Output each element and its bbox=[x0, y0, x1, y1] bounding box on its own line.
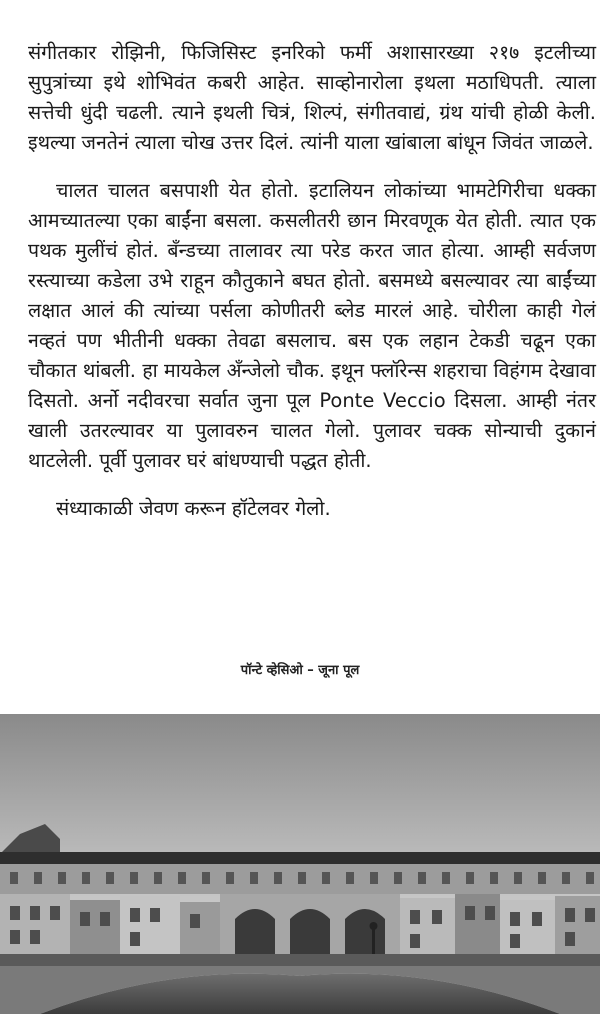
body-text bbox=[28, 38, 596, 524]
bridge-photo bbox=[0, 714, 600, 1014]
photo-caption: पॉन्टे व्हेसिओ – जूना पूल bbox=[240, 663, 360, 678]
paragraph: चालत चालत बसपाशी येत होतो. इटालियन लोकांच्या भामटेगिरीचा धक्का आमच्यातल्या एका बाईंना बसला. कसलीतरी छान मिरवणूक येत होती. त्यात एक पथक मुलींचं होतं. बँन्डच्या तालावर त्या परेड करत जात होत्या. आम्ही सर्वजण रस्त्याच्या कडेला उभे राहून कौतुकाने बघत होतो. बसमध्ये बसल्यावर त्या बाईंच्या लक्षात आलं की त्यांच्या पर्सला कोणीतरी ब्लेड मारलं आहे. चोरीला काही गेलं नव्हतं पण भीतीनी धक्का तेवढा बसलाच. बस एक लहान टेकडी चढून एका चौकात थांबली. हा मायकेल अँन्जेलो चौक. इथून फ्लॉरेन्स शहराचा विहंगम देखावा दिसतो. अर्नो नदीवरचा सर्वात जुना पूल Ponte Veccio दिसला. आम्ही नंतर खाली उतरल्यावर या पुलावरुन चालत गेलो. पुलावर चक्क सोन्याची दुकानं थाटलेली. पूर्वी पुलावर घरं बांधण्याची पद्धत होती. bbox=[28, 179, 596, 472]
corridor-roof bbox=[0, 852, 600, 864]
lamp bbox=[370, 922, 378, 930]
bridge-photo-svg bbox=[0, 714, 600, 1014]
lamp-post bbox=[372, 928, 375, 954]
paragraph: संगीतकार रोझिनी, फिजिसिस्ट इनरिको फर्मी अशासारख्या २१७ इटलीच्या सुपुत्रांच्या इथे शोभिवंत कबरी आहेत. साव्होनारोला इथला मठाधिपती. त्याला सत्तेची धुंदी चढली. त्याने इथली चित्रं, शिल्पं, संगीतवाद्यं, ग्रंथ यांची होळी केली. इथल्या जनतेनं त्याला चोख उत्तर दिलं. त्यांनी याला खांबाला बांधून जिवंत जाळले. bbox=[28, 41, 596, 154]
loggia-arches bbox=[235, 909, 385, 954]
paragraph: संध्याकाळी जेवण करून हॉटेलवर गेलो. bbox=[56, 497, 331, 520]
bridge-deck bbox=[0, 954, 600, 966]
